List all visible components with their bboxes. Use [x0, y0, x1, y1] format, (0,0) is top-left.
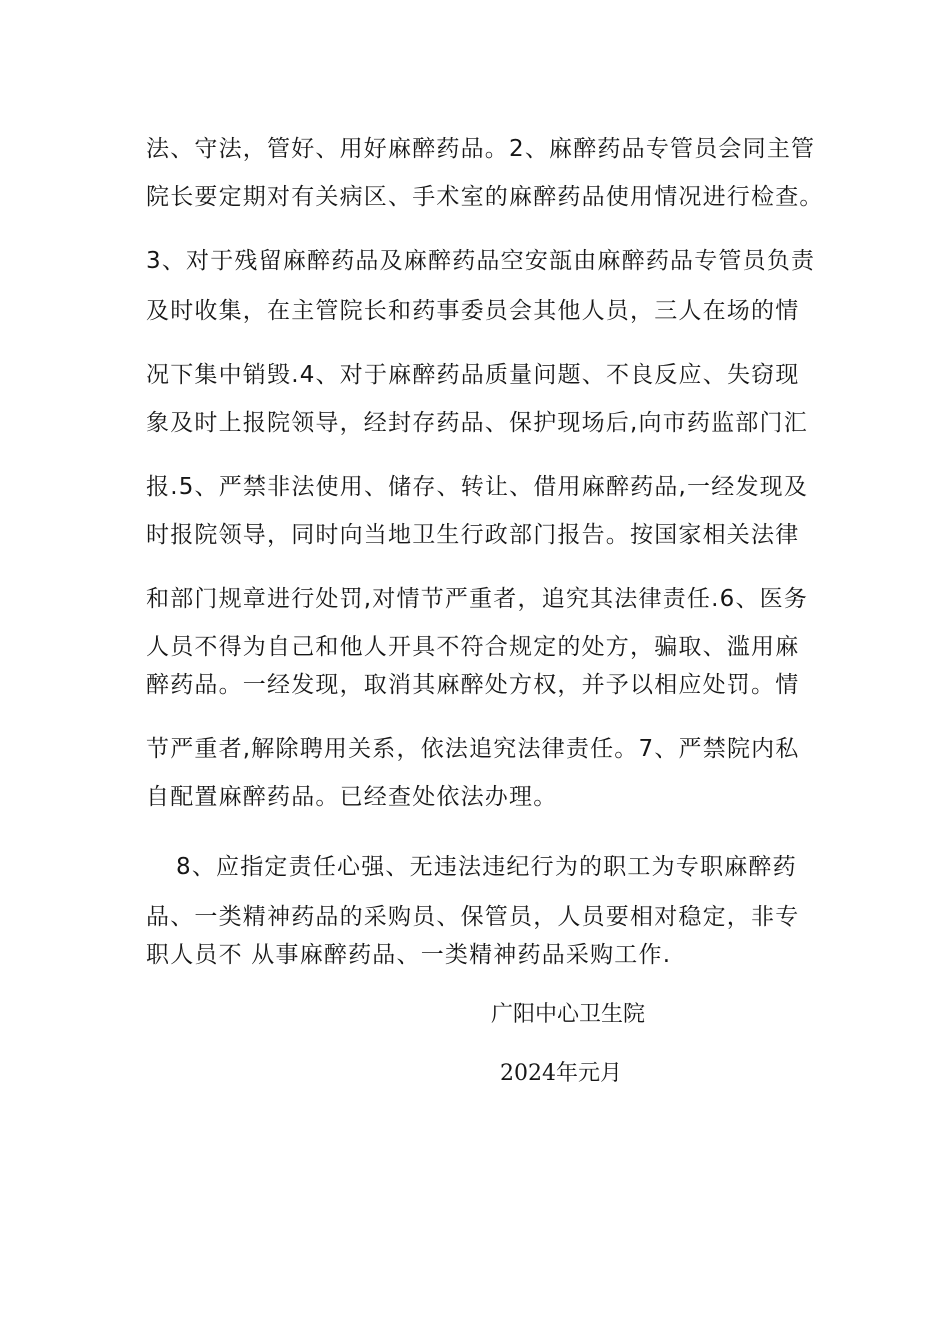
body-line-13: 自配置麻醉药品。已经查处依法办理。 — [146, 784, 558, 810]
body-line-10: 人员不得为自己和他人开具不符合规定的处方，骗取、滥用麻 — [146, 634, 800, 660]
body-line-6: 象及时上报院领导，经封存药品、保护现场后,向市药监部门汇 — [146, 410, 808, 436]
body-line-3: 3、对于残留麻醉药品及麻醉药品空安瓿由麻醉药品专管员负责 — [146, 248, 816, 274]
body-line-15: 品、一类精神药品的采购员、保管员，人员要相对稳定，非专 — [146, 904, 800, 930]
body-line-7: 报.5、严禁非法使用、储存、转让、借用麻醉药品,一经发现及 — [146, 474, 809, 500]
body-line-1: 法、守法，管好、用好麻醉药品。2、麻醉药品专管员会同主管 — [146, 136, 816, 162]
body-line-14: 8、应指定责任心强、无违法违纪行为的职工为专职麻醉药 — [176, 854, 797, 880]
body-line-8: 时报院领导，同时向当地卫生行政部门报告。按国家相关法律 — [146, 522, 800, 548]
body-line-9: 和部门规章进行处罚,对情节严重者，追究其法律责任.6、医务 — [146, 586, 809, 612]
body-line-11: 醉药品。一经发现，取消其麻醉处方权，并予以相应处罚。情 — [146, 672, 800, 698]
signature-organization: 广阳中心卫生院 — [491, 1002, 646, 1027]
body-line-4: 及时收集，在主管院长和药事委员会其他人员，三人在场的情 — [146, 298, 800, 324]
body-line-5: 况下集中销毁.4、对于麻醉药品质量问题、不良反应、失窃现 — [146, 362, 800, 388]
body-line-2: 院长要定期对有关病区、手术室的麻醉药品使用情况进行检查。 — [146, 184, 824, 210]
body-line-12: 节严重者,解除聘用关系，依法追究法律责任。7、严禁院内私 — [146, 736, 800, 762]
body-line-16: 职人员不 从事麻醉药品、一类精神药品采购工作. — [146, 942, 672, 968]
signature-date: 2024年元月 — [500, 1061, 622, 1086]
